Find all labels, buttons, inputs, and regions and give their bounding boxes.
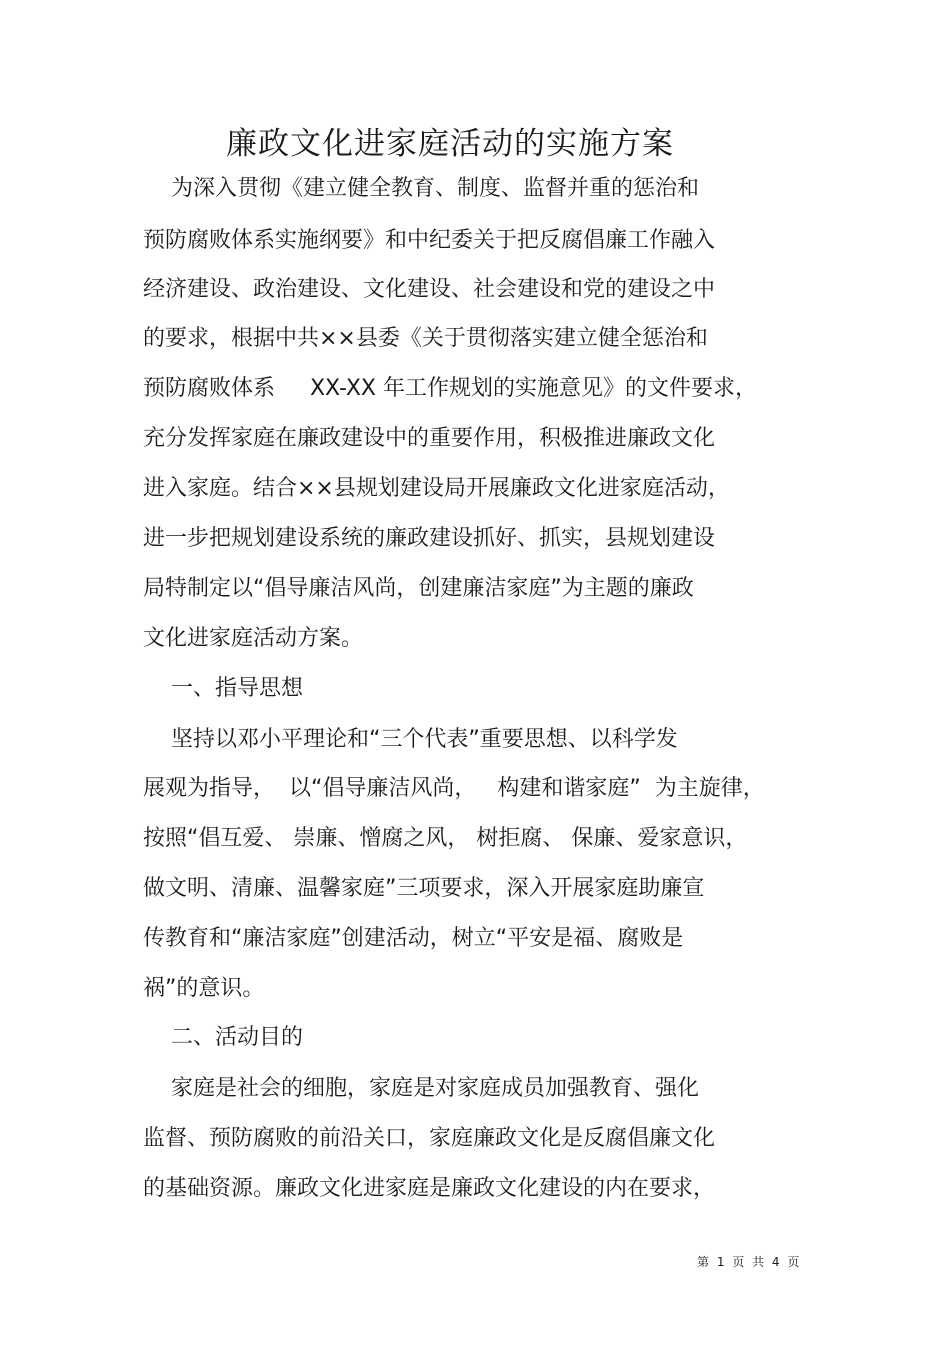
text-line: 预防腐败体系 XX-XX 年工作规划的实施意见》的文件要求，: [143, 376, 757, 401]
text-line: 的要求，根据中共××县委《关于贯彻落实建立健全惩治和: [143, 326, 708, 351]
text-line: 文化进家庭活动方案。: [143, 626, 364, 651]
text-line: 坚持以邓小平理论和“三个代表”重要思想、以科学发: [143, 727, 678, 752]
page-footer: 第 1 页 共 4 页: [697, 1255, 800, 1269]
text-line: 进一步把规划建设系统的廉政建设抓好、抓实，县规划建设: [143, 526, 716, 551]
text-line: 充分发挥家庭在廉政建设中的重要作用，积极推进廉政文化: [143, 426, 716, 451]
text-line: 展观为指导， 以“倡导廉洁风尚， 构建和谐家庭” 为主旋律，: [143, 776, 765, 801]
text-line: 做文明、清廉、温馨家庭”三项要求，深入开展家庭助廉宣: [143, 876, 705, 901]
text-line: 传教育和“廉洁家庭”创建活动，树立“平安是福、腐败是: [143, 926, 684, 951]
text-line: 为深入贯彻《建立健全教育、制度、监督并重的惩治和: [143, 176, 699, 201]
text-line: 家庭是社会的细胞，家庭是对家庭成员加强教育、强化: [143, 1076, 699, 1101]
text-line: 进入家庭。结合××县规划建设局开展廉政文化进家庭活动，: [143, 476, 730, 501]
text-line: 按照“倡互爱、 崇廉、憎腐之风， 树拒腐、 保廉、爱家意识，: [143, 826, 748, 851]
text-line: 经济建设、政治建设、文化建设、社会建设和党的建设之中: [143, 277, 716, 302]
text-line: 监督、预防腐败的前沿关口，家庭廉政文化是反腐倡廉文化: [143, 1126, 716, 1151]
text-line: 祸”的意识。: [143, 976, 265, 1001]
text-line: 预防腐败体系实施纲要》和中纪委关于把反腐倡廉工作融入: [143, 228, 716, 253]
text-line: 局特制定以“倡导廉洁风尚，创建廉洁家庭”为主题的廉政: [143, 576, 694, 601]
section-heading: 二、活动目的: [143, 1025, 303, 1050]
section-heading: 一、指导思想: [143, 676, 303, 701]
text-line: 的基础资源。廉政文化进家庭是廉政文化建设的内在要求，: [143, 1176, 716, 1201]
page-title: 廉政文化进家庭活动的实施方案: [226, 126, 674, 162]
